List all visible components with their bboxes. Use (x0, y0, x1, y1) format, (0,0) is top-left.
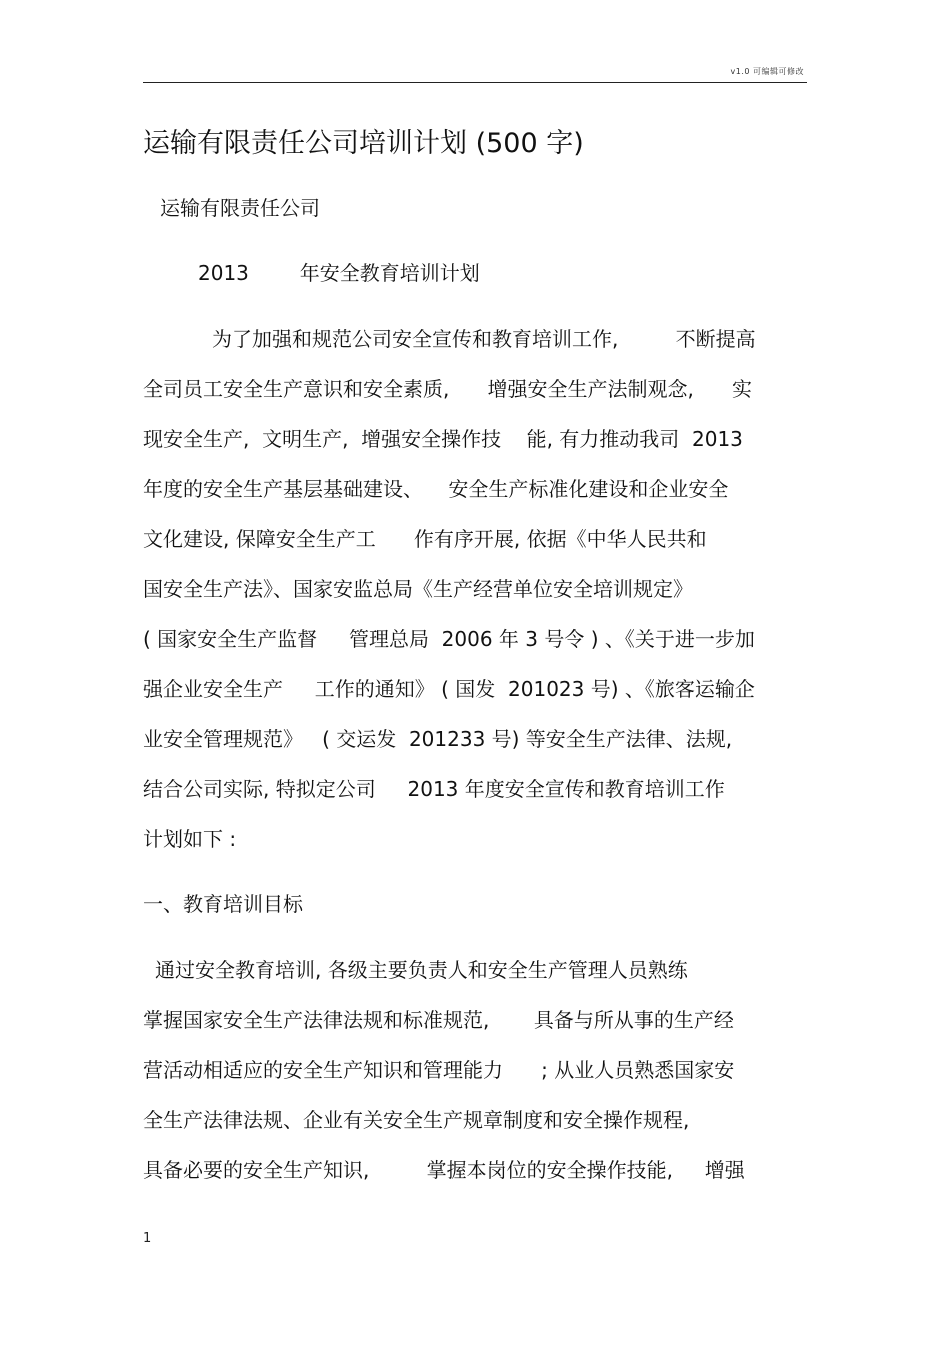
paragraph-line: 掌握国家安全生产法律法规和标准规范, 具备与所从事的生产经 (143, 1008, 734, 1032)
page-number: 1 (143, 1231, 152, 1246)
paragraph-line: 计划如下 : (143, 827, 237, 851)
paragraph-line: 通过安全教育培训, 各级主要负责人和安全生产管理人员熟练 (155, 958, 688, 982)
paragraph-line: 全司员工安全生产意识和安全素质, 增强安全生产法制观念, 实 (143, 377, 753, 401)
paragraph-line: 强企业安全生产 工作的通知》 ( 国发 201023 号) 、《旅客运输企 (143, 677, 755, 701)
plan-title: 2013 年安全教育培训计划 (198, 261, 480, 285)
paragraph-line: 业安全管理规范》 ( 交运发 201233 号) 等安全生产法律、法规, (143, 727, 733, 751)
paragraph-line: 具备必要的安全生产知识, 掌握本岗位的安全操作技能, 增强 (143, 1158, 745, 1182)
paragraph-line: 为了加强和规范公司安全宣传和教育培训工作, 不断提高 (212, 327, 756, 351)
paragraph-line: 国安全生产法》、国家安监总局《生产经营单位安全培训规定》 (143, 577, 693, 601)
paragraph-line: 营活动相适应的安全生产知识和管理能力 ; 从业人员熟悉国家安 (143, 1058, 735, 1082)
document-title: 运输有限责任公司培训计划 (500 字) (143, 128, 584, 159)
paragraph-line: 全生产法律法规、企业有关安全生产规章制度和安全操作规程, (143, 1108, 690, 1132)
paragraph-line: 年度的安全生产基层基础建设、 安全生产标准化建设和企业安全 (143, 477, 729, 501)
paragraph-line: 结合公司实际, 特拟定公司 2013 年度安全宣传和教育培训工作 (143, 777, 725, 801)
header-rule (143, 82, 807, 83)
section-heading: 一、教育培训目标 (143, 892, 303, 916)
paragraph-line: ( 国家安全生产监督 管理总局 2006 年 3 号令 ) 、《关于进一步加 (143, 627, 755, 651)
company-name: 运输有限责任公司 (160, 196, 320, 220)
paragraph-line: 现安全生产, 文明生产, 增强安全操作技 能, 有力推动我司 2013 (143, 427, 743, 451)
version-note: v1.0 可编辑可修改 (730, 67, 804, 76)
paragraph-line: 文化建设, 保障安全生产工 作有序开展, 依据《中华人民共和 (143, 527, 707, 551)
